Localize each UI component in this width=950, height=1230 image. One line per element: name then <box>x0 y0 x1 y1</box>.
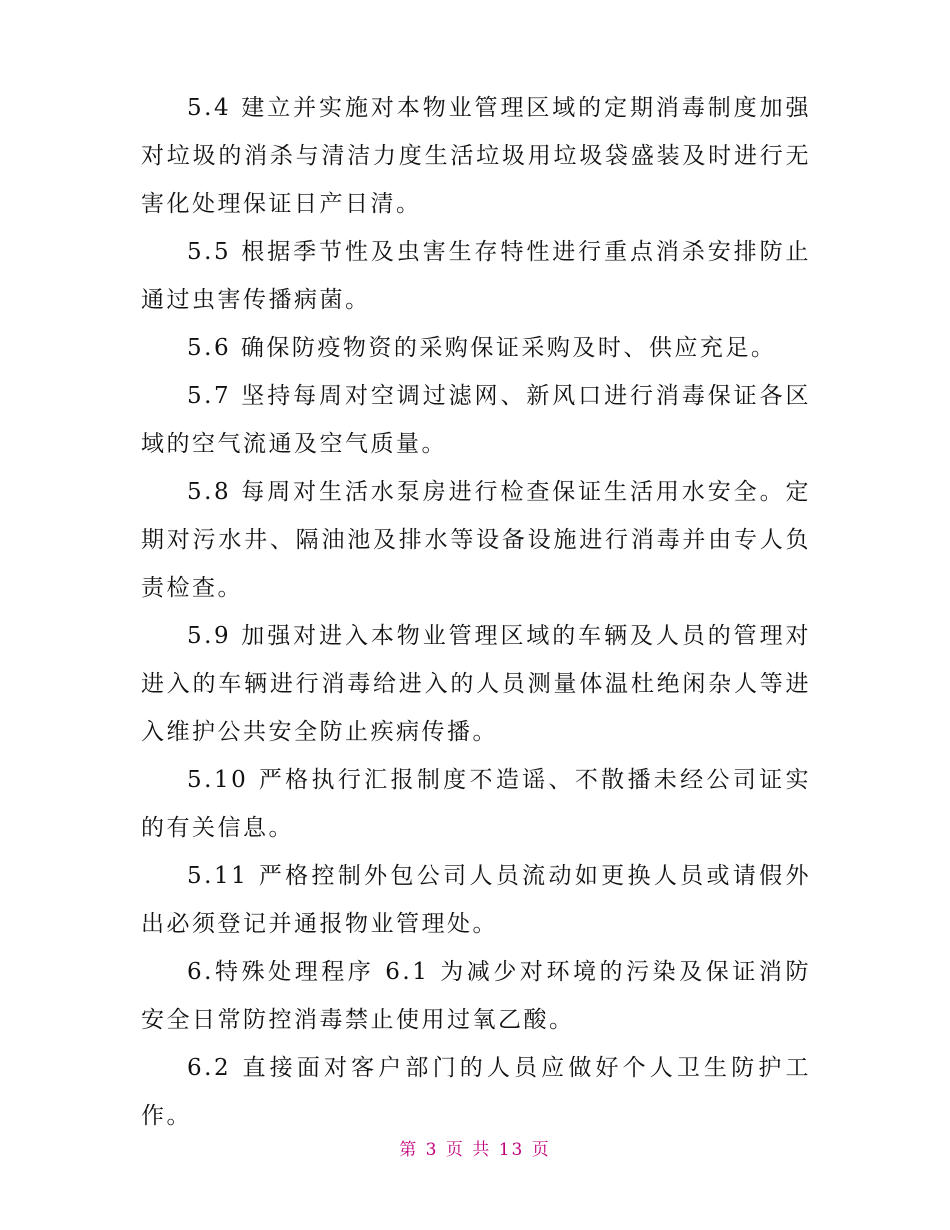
paragraph-5-11: 5.11 严格控制外包公司人员流动如更换人员或请假外出必须登记并通报物业管理处。 <box>141 863 811 937</box>
paragraph-5-8: 5.8 每周对生活水泵房进行检查保证生活用水安全。定期对污水井、隔油池及排水等设备设施进行消毒并由专人负责检查。 <box>141 479 811 601</box>
page-number-footer: 第 3 页 共 13 页 <box>399 1140 551 1160</box>
paragraph-6-1: 6.特殊处理程序 6.1 为减少对环境的污染及保证消防安全日常防控消毒禁止使用过氧乙酸。 <box>141 959 811 1033</box>
paragraph-5-4: 5.4 建立并实施对本物业管理区域的定期消毒制度加强对垃圾的消杀与清洁力度生活垃圾用垃圾袋盛装及时进行无害化处理保证日产日清。 <box>141 95 811 217</box>
paragraph-5-5: 5.5 根据季节性及虫害生存特性进行重点消杀安排防止通过虫害传播病菌。 <box>141 239 811 313</box>
paragraph-6-2: 6.2 直接面对客户部门的人员应做好个人卫生防护工作。 <box>141 1055 811 1129</box>
paragraph-5-6: 5.6 确保防疫物资的采购保证采购及时、供应充足。 <box>187 335 777 361</box>
paragraph-5-10: 5.10 严格执行汇报制度不造谣、不散播未经公司证实的有关信息。 <box>141 767 811 841</box>
document-body <box>141 84 811 1140</box>
paragraph-5-9: 5.9 加强对进入本物业管理区域的车辆及人员的管理对进入的车辆进行消毒给进入的人员测量体温杜绝闲杂人等进入维护公共安全防止疾病传播。 <box>141 623 811 745</box>
paragraph-5-7: 5.7 坚持每周对空调过滤网、新风口进行消毒保证各区域的空气流通及空气质量。 <box>141 383 811 457</box>
